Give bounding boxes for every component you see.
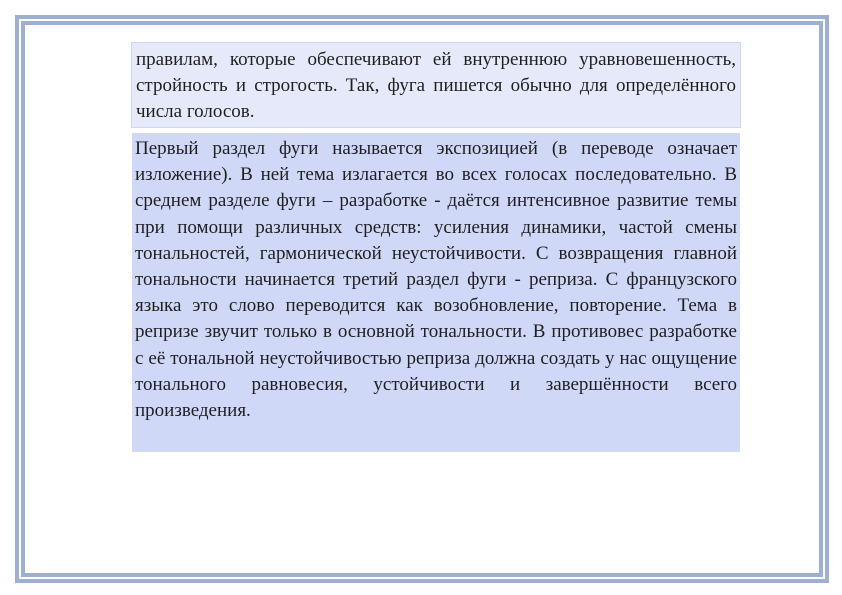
text-box-paragraph-2: Первый раздел фуги называется экспозицией (в переводе означает изложение). В ней тема излагается во всех голосах последовательно. В среднем разделе фуги – разработке - даётся интенсивное развитие темы при помощи различных средств: усиления динамики, частой смены тональностей, гармонической неустойчивости. С возвращения главной тональности начинается третий раздел фуги - реприза. С французского языка это слово переводится как возобновление, повторение. Тема в репризе звучит только в основной тональности. В противовес разработке с её тональной неустойчивостью реприза должна создать у нас ощущение тонального равновесия, устойчивости и завершённости всего произведения. bbox=[132, 133, 740, 452]
text-box-paragraph-1: правилам, которые обеспечивают ей внутреннюю уравновешенность, стройность и строгость. Так, фуга пишется обычно для определённого числа голосов. bbox=[131, 42, 741, 128]
